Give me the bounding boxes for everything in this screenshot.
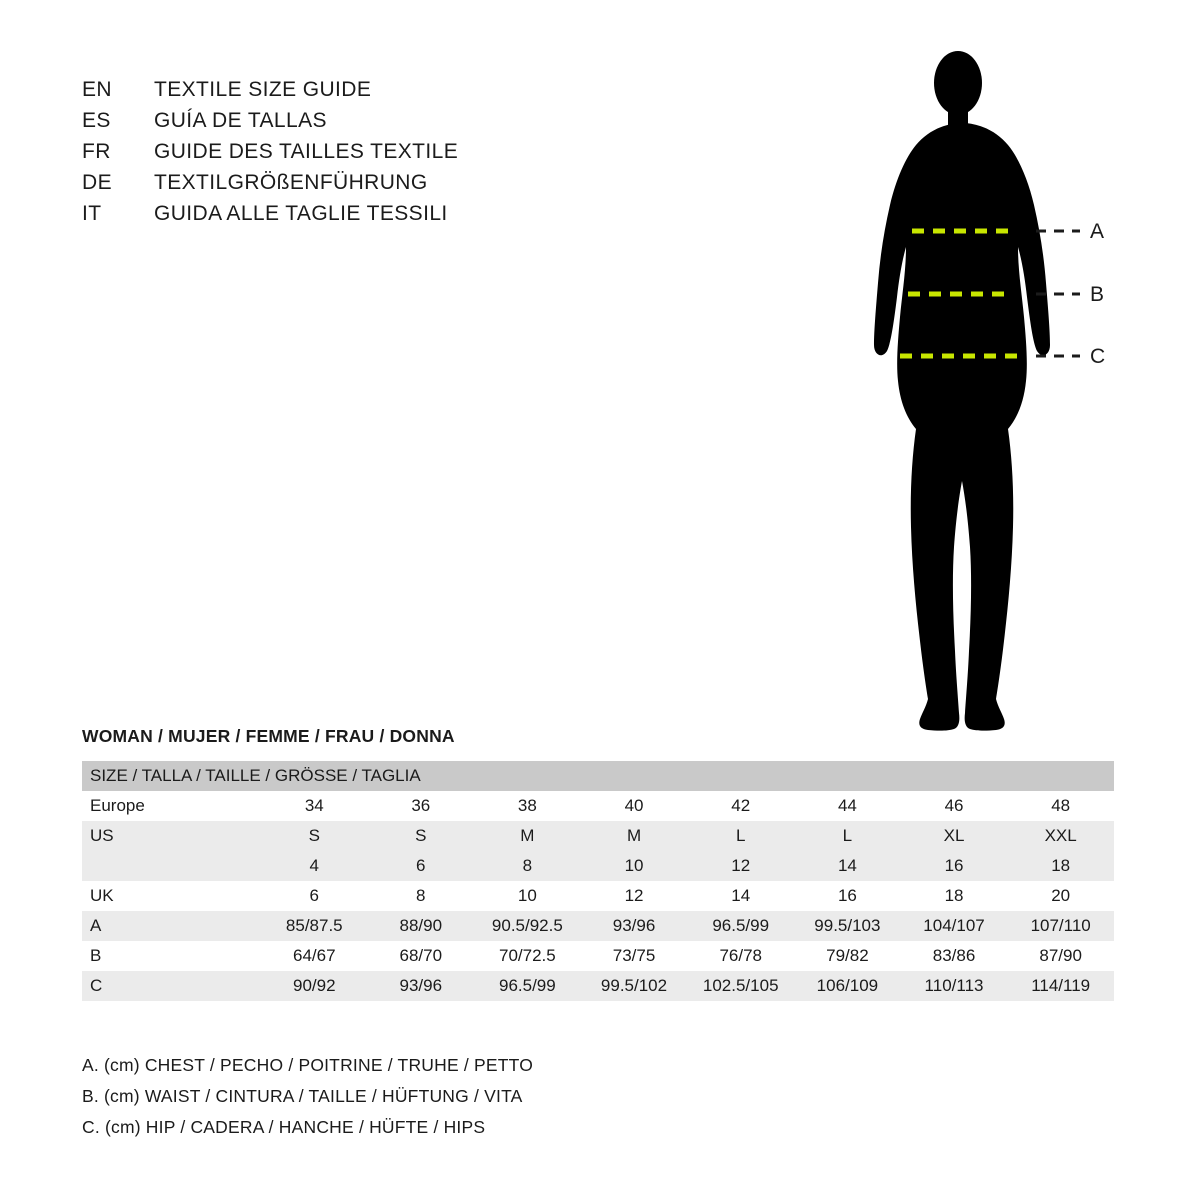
table-cell: 99.5/103 [814, 916, 881, 935]
table-cell: 8 [416, 886, 426, 905]
table-cell: 93/96 [612, 916, 656, 935]
legend-row-b: B. (cm) WAIST / CINTURA / TAILLE / HÜFTUNG / VITA [82, 1086, 523, 1106]
table-cell: 73/75 [612, 946, 656, 965]
row-label: Europe [90, 796, 145, 815]
table-cell: XL [943, 826, 965, 845]
title-row [82, 78, 702, 109]
row-label: B [90, 946, 102, 965]
table-cell: 48 [1051, 796, 1071, 815]
table-cell: 114/119 [1031, 976, 1091, 995]
table-cell: 6 [309, 886, 320, 905]
table-cell: 106/109 [816, 976, 879, 995]
table-cell: 93/96 [399, 976, 443, 995]
title-row [82, 171, 702, 202]
size-table [82, 761, 1114, 1001]
table-cell: 107/110 [1030, 916, 1091, 935]
table-cell: 18 [1051, 856, 1071, 875]
table-cell: 40 [624, 796, 644, 815]
table-row [82, 911, 1114, 941]
table-cell: 83/86 [932, 946, 976, 965]
table-cell: 68/70 [399, 946, 443, 965]
table-cell: 36 [411, 796, 431, 815]
title-lang-code: ES [82, 109, 111, 132]
table-row [82, 941, 1114, 971]
title-text: GUIDA ALLE TAGLIE TESSILI [154, 202, 448, 225]
measurement-legend [82, 1050, 782, 1143]
table-cell: 85/87.5 [285, 916, 343, 935]
size-guide-title-block [82, 78, 702, 233]
row-label [82, 851, 261, 881]
table-row [82, 881, 1114, 911]
table-cell: 18 [944, 886, 964, 905]
table-cell: 14 [837, 856, 857, 875]
table-cell: 96.5/99 [498, 976, 556, 995]
table-cell: 76/78 [719, 946, 762, 965]
row-label: UK [90, 886, 114, 905]
table-cell: 8 [522, 856, 533, 875]
table-cell: 4 [309, 856, 320, 875]
measure-label-c: C [1090, 345, 1106, 368]
table-cell: 38 [517, 796, 537, 815]
table-row [82, 851, 1114, 881]
table-cell: 44 [837, 796, 857, 815]
table-cell: 99.5/102 [600, 976, 668, 995]
table-cell: S [415, 826, 427, 845]
legend-row-a: A. (cm) CHEST / PECHO / POITRINE / TRUHE / PETTO [82, 1055, 534, 1075]
row-label: A [90, 916, 102, 935]
table-row [82, 791, 1114, 821]
title-text: GUIDE DES TAILLES TEXTILE [154, 140, 459, 163]
title-lang-code: FR [82, 140, 111, 163]
title-text: GUÍA DE TALLAS [154, 109, 327, 132]
table-header-label: SIZE / TALLA / TAILLE / GRÖSSE / TAGLIA [90, 766, 421, 785]
table-cell: 16 [837, 886, 857, 905]
title-text: TEXTILGRÖßENFÜHRUNG [154, 171, 428, 194]
table-cell: M [520, 826, 535, 845]
table-cell: 12 [731, 856, 751, 875]
table-cell: 70/72.5 [498, 946, 556, 965]
table-cell: S [308, 826, 320, 845]
table-header-row [82, 761, 1114, 791]
row-label: C [90, 976, 103, 995]
title-row [82, 140, 702, 171]
title-row [82, 109, 702, 140]
female-silhouette-icon [840, 45, 1160, 745]
table-cell: M [626, 826, 642, 845]
table-cell: 102.5/105 [702, 976, 779, 995]
table-cell: 6 [416, 856, 426, 875]
table-cell: 34 [304, 796, 324, 815]
table-cell: 20 [1051, 886, 1071, 905]
table-cell: 90/92 [293, 976, 336, 995]
title-lang-code: DE [82, 171, 112, 194]
title-lang-code: EN [82, 78, 112, 101]
table-cell: 42 [731, 796, 751, 815]
table-cell: L [842, 826, 853, 845]
table-cell: L [735, 826, 746, 845]
table-cell: 110/113 [924, 976, 984, 995]
body-measurement-figure [840, 45, 1160, 745]
measure-label-a: A [1090, 220, 1105, 243]
table-cell: 96.5/99 [712, 916, 770, 935]
measure-label-b: B [1090, 283, 1105, 306]
table-cell: 90.5/92.5 [491, 916, 563, 935]
table-cell: 87/90 [1039, 946, 1082, 965]
table-row [82, 821, 1114, 851]
table-cell: 10 [517, 886, 537, 905]
size-table-section [82, 726, 1114, 1001]
table-heading: WOMAN / MUJER / FEMME / FRAU / DONNA [82, 726, 455, 746]
table-cell: XXL [1044, 826, 1077, 845]
title-lang-code: IT [82, 202, 102, 225]
table-row [82, 971, 1114, 1001]
title-row [82, 202, 702, 233]
table-cell: 10 [624, 856, 644, 875]
table-cell: 12 [624, 886, 644, 905]
table-cell: 104/107 [923, 916, 985, 935]
table-cell: 64/67 [293, 946, 336, 965]
table-cell: 14 [731, 886, 751, 905]
row-label: US [90, 826, 114, 845]
table-cell: 46 [944, 796, 964, 815]
table-cell: 79/82 [826, 946, 869, 965]
table-cell: 16 [944, 856, 964, 875]
table-cell: 88/90 [399, 916, 443, 935]
title-text: TEXTILE SIZE GUIDE [154, 78, 372, 101]
legend-row-c: C. (cm) HIP / CADERA / HANCHE / HÜFTE / HIPS [82, 1117, 486, 1137]
